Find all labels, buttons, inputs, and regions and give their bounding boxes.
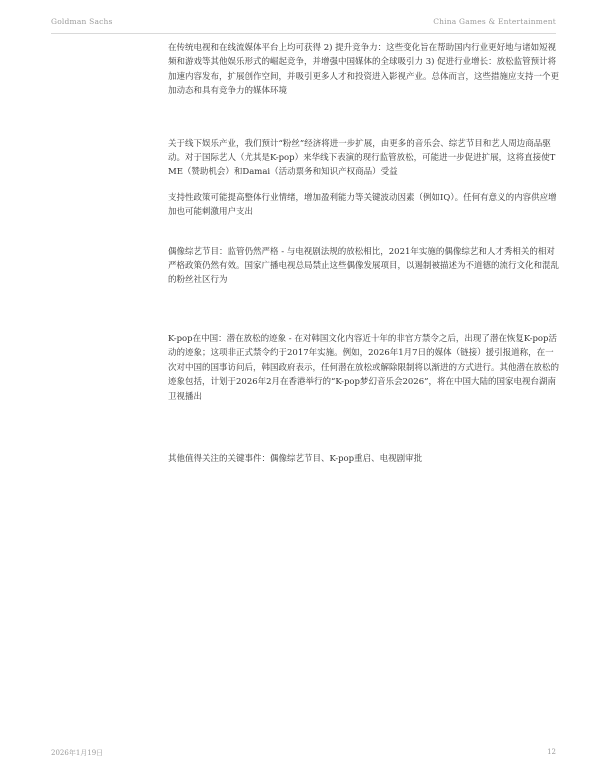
publication-date: 2026年1月19日 <box>51 749 104 757</box>
brand-name: Goldman Sachs <box>51 17 113 26</box>
paragraph-offline-entertainment: 关于线下娱乐产业，我们预计“粉丝”经济将进一步扩展，由更多的音乐会、综艺节目和艺人周边商品驱动。对于国际艺人（尤其是K-pop）来华线下表演的现行监管放松，可能进一步促进扩展，这将直接使TME（赞助机会）和Damai（活动票务和知识产权商品）受益 <box>168 138 556 178</box>
paragraph-kpop-china: K-pop在中国：潜在放松的迹象 - 在对韩国文化内容近十年的非官方禁令之后，出现了潜在恢复K-pop活动的迹象；这项非正式禁令约于2017年实施。例如，2026年1月7日的媒体（链接）援引报道称，在一次对中国的国事访问后，韩国政府表示，任何潜在放松或解除限制将以渐进的方式进行。其他潜在放松的迹象包括，计划于2026年2月在香港举行的“K-pop梦幻音乐会2026”，将在中国大陆的国家电视台湖南卫视播出 <box>168 333 560 402</box>
header-divider <box>51 33 556 34</box>
paragraph-policy-changes: 在传统电视和在线流媒体平台上均可获得 2) 提升竞争力：这些变化旨在帮助国内行业更好地与诸如短视频和游戏等其他娱乐形式的崛起竞争，并增强中国媒体的全球吸引力 3) 促进行业增长：放松监管预计将加速内容发布，扩展创作空间，并吸引更多人才和投资进入影视产业。总体而言，这些措施应支持一个更加动态和具有竞争力的媒体环境 <box>168 43 560 97</box>
paragraph-supportive-policy: 支持性政策可能提高整体行业情绪，增加盈利能力等关键波动因素（例如IQ）。任何有意义的内容供应增加也可能刺激用户支出 <box>168 192 557 218</box>
paragraph-idol-variety: 偶像综艺节目：监管仍然严格 - 与电视剧法规的放松相比，2021年实施的偶像综艺和人才秀相关的相对严格政策仍然有效。国家广播电视总局禁止这些偶像发展项目，以遏制被描述为不道德的流行文化和混乱的粉丝社区行为 <box>168 246 560 286</box>
paragraph-key-events: 其他值得关注的关键事件：偶像综艺节目、K-pop重启、电视剧审批 <box>168 453 423 464</box>
report-title: China Games & Entertainment <box>433 17 556 26</box>
body-content <box>168 41 561 466</box>
page-number: 12 <box>547 748 556 756</box>
